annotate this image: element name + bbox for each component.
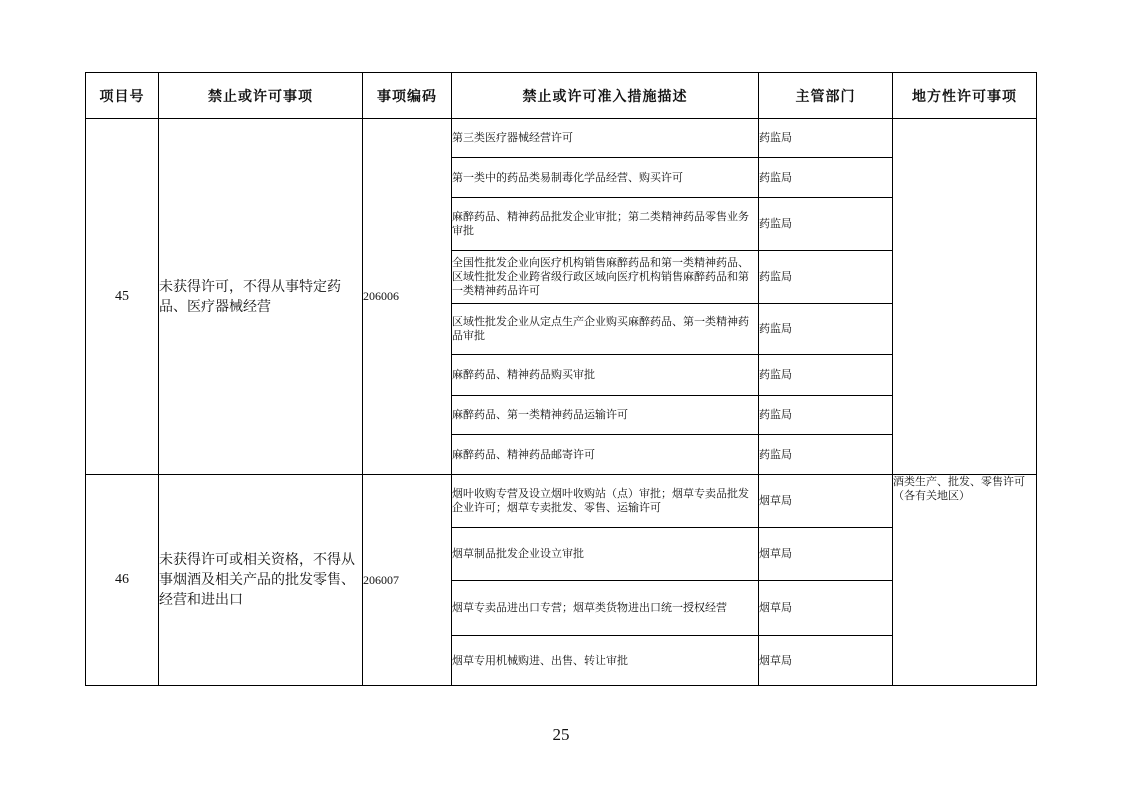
header-item-number: 项目号 [86,73,159,119]
department: 药监局 [759,119,893,158]
department: 药监局 [759,304,893,355]
local-permit: 酒类生产、批发、零售许可（各有关地区） [893,475,1037,686]
measure-description: 麻醉药品、精神药品购买审批 [452,355,759,396]
header-item-code: 事项编码 [363,73,452,119]
department: 烟草局 [759,528,893,581]
measure-description: 区域性批发企业从定点生产企业购买麻醉药品、第一类精神药品审批 [452,304,759,355]
header-department: 主管部门 [759,73,893,119]
measure-description: 第一类中的药品类易制毒化学品经营、购买许可 [452,158,759,198]
table-row [86,119,1037,158]
page-number: 25 [552,725,570,744]
measure-description: 烟叶收购专营及设立烟叶收购站（点）审批；烟草专卖品批发企业许可；烟草专卖批发、零售、运输许可 [452,475,759,528]
measure-description: 烟草专用机械购进、出售、转让审批 [452,636,759,686]
department: 药监局 [759,355,893,396]
department: 药监局 [759,198,893,251]
table-row [86,475,1037,528]
item-code: 206007 [363,475,452,686]
department: 药监局 [759,251,893,304]
department: 药监局 [759,396,893,435]
measure-description: 麻醉药品、第一类精神药品运输许可 [452,396,759,435]
item-number: 46 [86,475,159,686]
department: 烟草局 [759,475,893,528]
item-number: 45 [86,119,159,475]
measure-description: 麻醉药品、精神药品批发企业审批；第二类精神药品零售业务审批 [452,198,759,251]
measure-description: 烟草制品批发企业设立审批 [452,528,759,581]
measure-description: 第三类医疗器械经营许可 [452,119,759,158]
measure-description: 麻醉药品、精神药品邮寄许可 [452,435,759,475]
department: 烟草局 [759,581,893,636]
header-row [86,73,1037,119]
item-name: 未获得许可，不得从事特定药品、医疗器械经营 [159,119,363,475]
measure-description: 全国性批发企业向医疗机构销售麻醉药品和第一类精神药品、区域性批发企业跨省级行政区域向医疗机构销售麻醉药品和第一类精神药品许可 [452,251,759,304]
department: 药监局 [759,158,893,198]
item-name: 未获得许可或相关资格，不得从事烟酒及相关产品的批发零售、经营和进出口 [159,475,363,686]
permit-table [85,72,1037,686]
department: 烟草局 [759,636,893,686]
header-local-permit: 地方性许可事项 [893,73,1037,119]
item-code: 206006 [363,119,452,475]
measure-description: 烟草专卖品进出口专营；烟草类货物进出口统一授权经营 [452,581,759,636]
department: 药监局 [759,435,893,475]
local-permit [893,119,1037,475]
header-measure-description: 禁止或许可准入措施描述 [452,73,759,119]
header-prohibited-item: 禁止或许可事项 [159,73,363,119]
